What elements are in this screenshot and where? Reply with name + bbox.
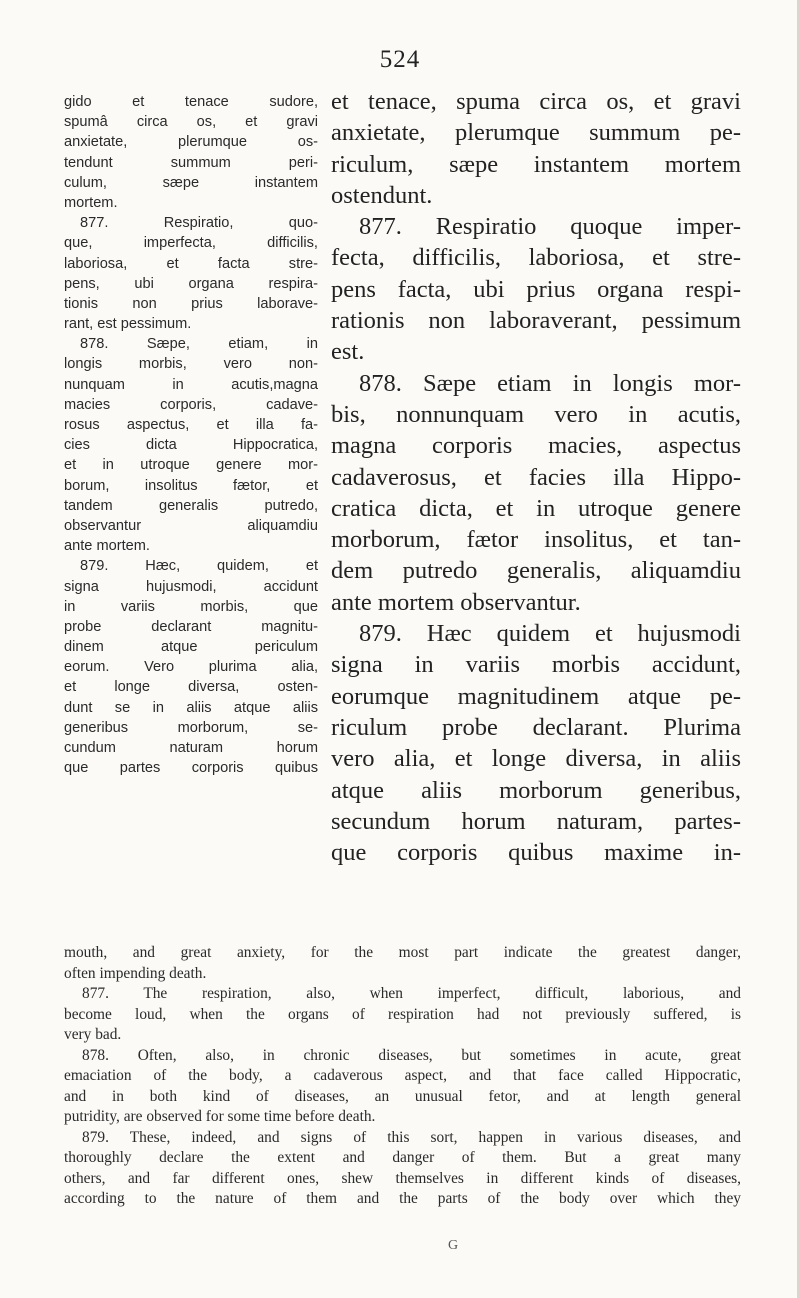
text-line: atque aliis morborum generibus, (331, 776, 741, 804)
text-line: pens facta, ubi prius organa respi- (331, 275, 741, 303)
page-number: 524 (379, 46, 421, 73)
text-line: others, and far different ones, shew themselves in different kinds of diseases, (64, 1169, 741, 1187)
text-line: dinem atque periculum (64, 639, 318, 656)
text-line: in variis morbis, que (64, 598, 318, 615)
text-line: borum, insolitus fætor, et (64, 477, 318, 494)
text-line: morborum, fætor insolitus, et tan- (331, 526, 741, 554)
text-line: ostendunt. (331, 181, 433, 209)
text-line: 879. Hæc, quidem, et (80, 558, 318, 575)
text-line: est. (331, 338, 365, 366)
text-line: cies dicta Hippocratica, (64, 437, 318, 454)
text-line: 877. The respiration, also, when imperfect, difficult, laborious, and (82, 985, 741, 1002)
text-line: cundum naturam horum (64, 740, 318, 756)
text-line: pens, ubi organa respira- (64, 275, 318, 292)
text-line: 877. Respiratio quoque imper- (359, 213, 741, 241)
text-line: que partes corporis quibus (64, 760, 318, 777)
text-line: laboriosa, et facta stre- (64, 255, 318, 272)
text-line: et longe diversa, osten- (64, 679, 318, 696)
text-line: rant, est pessimum. (64, 316, 192, 333)
text-line: magna corporis macies, aspectus (331, 432, 741, 460)
text-line: cratica dicta, et in utroque genere (331, 494, 741, 522)
text-line: dem putredo generalis, aliquamdiu (331, 557, 741, 585)
text-line: ante mortem observantur. (331, 588, 581, 616)
text-line: bis, nonnunquam vero in acutis, (331, 400, 741, 428)
text-line: secundum horum naturam, partes- (331, 807, 741, 835)
signature-mark: G (448, 1238, 459, 1253)
text-line: tendunt summum peri- (64, 154, 318, 171)
text-line: nunquam in acutis,magna (64, 376, 318, 393)
text-line: riculum probe declarant. Plurima (331, 713, 741, 741)
text-line: according to the nature of them and the parts of the body over which they (64, 1190, 741, 1207)
text-line: 879. Hæc quidem et hujusmodi (359, 620, 741, 648)
text-line: putridity, are observed for some time before death. (64, 1108, 376, 1125)
text-line: mouth, and great anxiety, for the most part indicate the greatest danger, (64, 944, 741, 961)
text-line: vero alia, et longe diversa, in aliis (331, 745, 741, 773)
text-line: anxietate, plerumque summum pe- (331, 119, 741, 147)
text-line: cadaverosus, et facies illa Hippo- (331, 463, 741, 491)
latin-left-column (64, 92, 318, 778)
text-line: 877. Respiratio, quo- (80, 215, 318, 232)
text-line: eorum. Vero plurima alia, (64, 659, 318, 676)
text-line: dunt se in aliis atque aliis (64, 699, 318, 716)
text-line: and in both kind of diseases, an unusual fetor, and at length general (64, 1087, 741, 1105)
text-line: 878. Sæpe, etiam, in (80, 336, 318, 353)
text-line: ante mortem. (64, 538, 150, 555)
text-line: 879. These, indeed, and signs of this sort, happen in various diseases, and (82, 1128, 741, 1146)
text-line: culum, sæpe instantem (64, 174, 318, 191)
text-line: gido et tenace sudore, (64, 94, 318, 110)
text-line: tandem generalis putredo, (64, 497, 318, 514)
text-line: fecta, difficilis, laboriosa, et stre- (331, 244, 741, 272)
text-line: et in utroque genere mor- (64, 457, 318, 474)
text-line: longis morbis, vero non- (64, 356, 318, 373)
english-translation (64, 943, 741, 1210)
text-line: que corporis quibus maxime in- (331, 839, 741, 867)
text-line: 878. Sæpe etiam in longis mor- (359, 369, 741, 397)
text-line: signa in variis morbis accidunt, (331, 651, 741, 679)
text-line: generibus morborum, se- (64, 719, 318, 736)
text-line: riculum, sæpe instantem mortem (331, 150, 741, 178)
text-line: probe declarant magnitu- (64, 618, 318, 635)
latin-right-column (331, 86, 741, 868)
text-line: spumâ circa os, et gravi (64, 114, 318, 131)
text-line: anxietate, plerumque os- (64, 134, 318, 151)
text-line: que, imperfecta, difficilis, (64, 235, 318, 252)
text-line: et tenace, spuma circa os, et gravi (331, 88, 741, 115)
text-line: mortem. (64, 194, 118, 211)
text-line: macies corporis, cadave- (64, 396, 318, 413)
text-line: 878. Often, also, in chronic diseases, but sometimes in acute, great (82, 1046, 741, 1064)
text-line: thoroughly declare the extent and danger of them. But a great many (64, 1149, 741, 1166)
text-line: tionis non prius laborave- (64, 295, 318, 312)
text-line: emaciation of the body, a cadaverous aspect, and that face called Hippocratic, (64, 1067, 741, 1084)
text-line: become loud, when the organs of respiration had not previously suffered, is (64, 1005, 741, 1023)
text-line: rationis non laboraverant, pessimum (331, 307, 741, 335)
text-line: signa hujusmodi, accidunt (64, 578, 318, 595)
text-line: often impending death. (64, 964, 207, 982)
text-line: observantur aliquamdiu (64, 517, 318, 534)
text-line: rosus aspectus, et illa fa- (64, 417, 318, 433)
text-line: very bad. (64, 1026, 122, 1043)
text-line: eorumque magnitudinem atque pe- (331, 682, 741, 710)
